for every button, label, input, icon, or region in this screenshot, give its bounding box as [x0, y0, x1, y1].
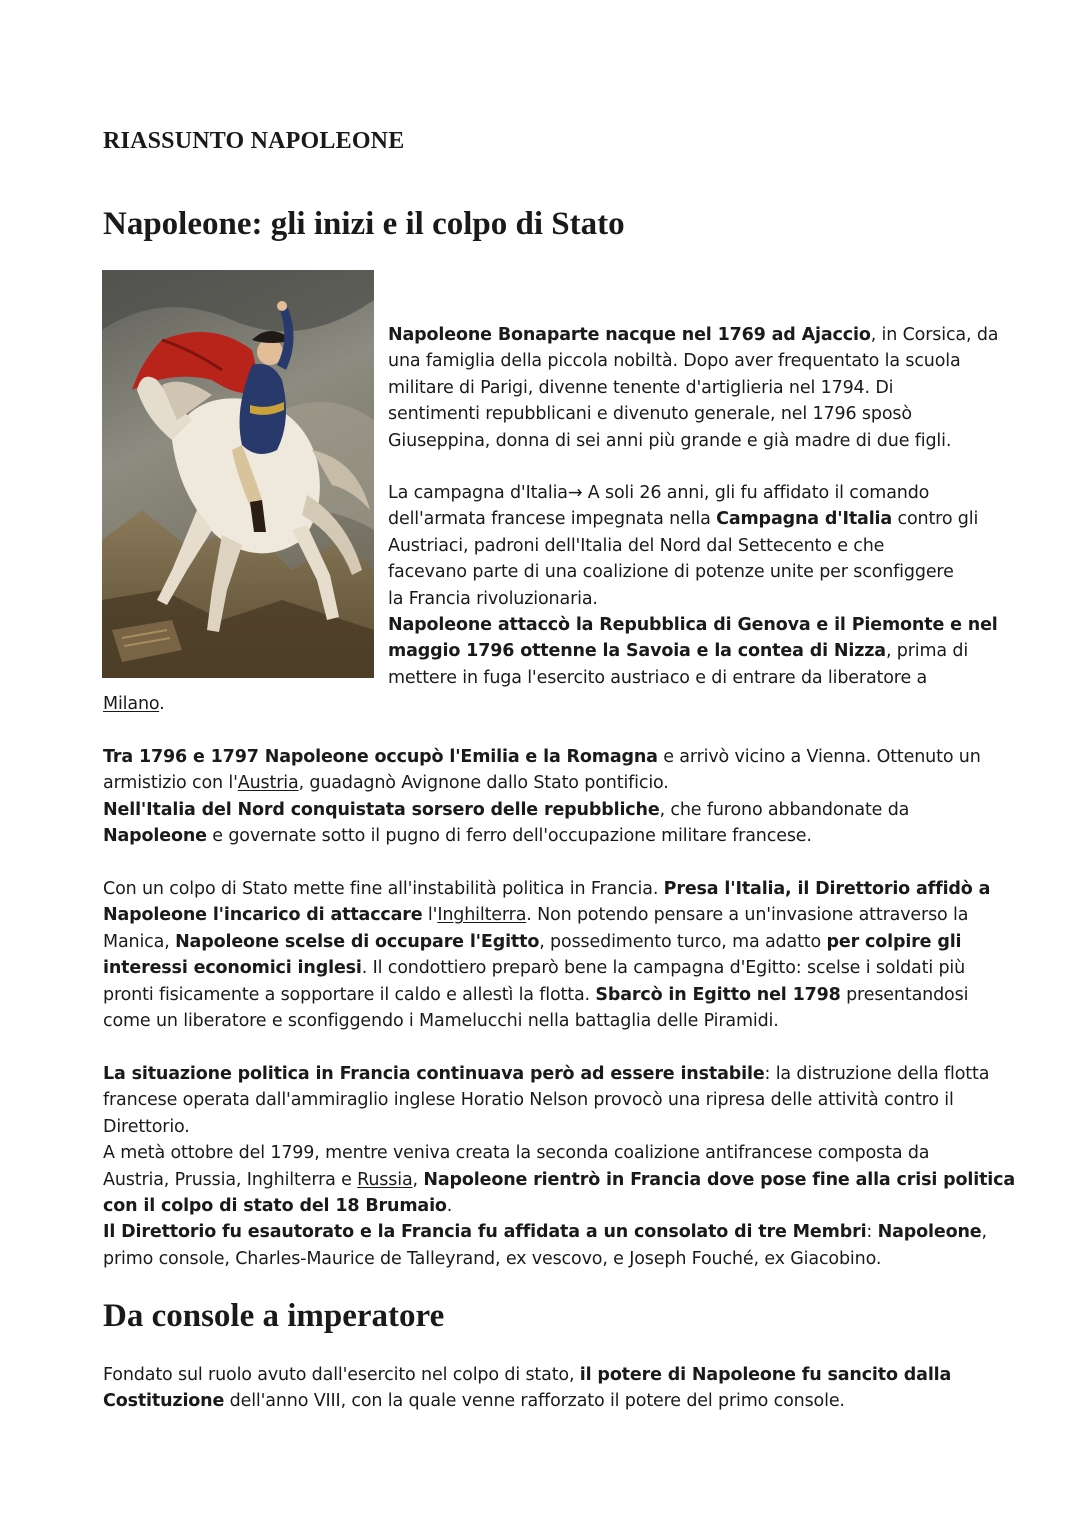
- paragraph-costituzione: Fondato sul ruolo avuto dall'esercito nel colpo di stato, il potere di Napoleone fu sancito dalla Costituzione dell'anno VIII, con la quale venne rafforzato il potere del primo console.: [103, 1365, 952, 1412]
- paragraph-brumaio: La situazione politica in Francia continuava però ad essere instabile: la distruzione della flotta francese operata dall'ammiraglio inglese Horatio Nelson provocò una ripresa delle attività contro il Direttorio. A metà ottobre del 1799, mentre veniva creata la seconda coalizione antifrancese composta da Austria, Prussia, Inghilterra e Russia, Napoleone rientrò in Francia dove pose fine alla crisi politica con il colpo di stato del 18 Brumaio. Il Direttorio fu esautorato e la Francia fu affidata a un consolato di tre Membri: Napoleone, primo console, Charles-Maurice de Talleyrand, ex vescovo, e Joseph Fouché, ex Giacobino.: [103, 1064, 1016, 1269]
- paragraph-milano-line: Milano.: [103, 694, 165, 714]
- napoleon-crossing-alps-painting: [102, 270, 374, 678]
- link-inghilterra[interactable]: Inghilterra: [437, 905, 527, 926]
- link-milano[interactable]: Milano: [103, 694, 160, 714]
- paragraph-campagna-italia: La campagna d'Italia→ A soli 26 anni, gli fu affidato il comando dell'armata francese impegnata nella Campagna d'Italia contro gli Austriaci, padroni dell'Italia del Nord dal Settecento e che facevano parte di una coalizione di potenze unite per sconfiggere la Francia rivoluzionaria. Napoleone attaccò la Repubblica di Genova e il Piemonte e nel maggio 1796 ottenne la Savoia e la contea di Nizza, prima di mettere in fuga l'esercito austriaco e di entrare da liberatore a: [388, 483, 998, 688]
- paragraph-emilia-romagna: Tra 1796 e 1797 Napoleone occupò l'Emilia e la Romagna e arrivò vicino a Vienna. Ottenuto un armistizio con l'Austria, guadagnò Avignone dallo Stato pontificio. Nell'Italia del Nord conquistata sorsero delle repubbliche, che furono abbandonate da Napoleone e governate sotto il pugno di ferro dell'occupazione militare francese.: [103, 747, 981, 847]
- link-austria[interactable]: Austria: [237, 773, 299, 794]
- link-russia[interactable]: Russia: [357, 1169, 413, 1190]
- section-title-console-imperatore: Da console a imperatore: [103, 1298, 445, 1334]
- section-title-inizi: Napoleone: gli inizi e il colpo di Stato: [103, 206, 625, 242]
- document-title: RIASSUNTO NAPOLEONE: [103, 128, 405, 154]
- paragraph-nascita: Napoleone Bonaparte nacque nel 1769 ad Ajaccio, in Corsica, da una famiglia della piccola nobiltà. Dopo aver frequentato la scuola militare di Parigi, divenne tenente d'artiglieria nel 1794. Di sentimenti repubblicani e divenuto generale, nel 1796 sposò Giuseppina, donna di sei anni più grande e già madre di due figli.: [388, 325, 999, 451]
- paragraph-egitto: Con un colpo di Stato mette fine all'instabilità politica in Francia. Presa l'Italia, il Direttorio affidò a Napoleone l'incarico di attaccare l'Inghilterra. Non potendo pensare a un'invasione attraverso la Manica, Napoleone scelse di occupare l'Egitto, possedimento turco, ma adatto per colpire gli interessi economici inglesi. Il condottiero preparò bene la campagna d'Egitto: scelse i soldati più pronti fisicamente a sopportare il caldo e allestì la flotta. Sbarcò in Egitto nel 1798 presentandosi come un liberatore e sconfiggendo i Mamelucchi nella battaglia delle Piramidi.: [103, 879, 991, 1032]
